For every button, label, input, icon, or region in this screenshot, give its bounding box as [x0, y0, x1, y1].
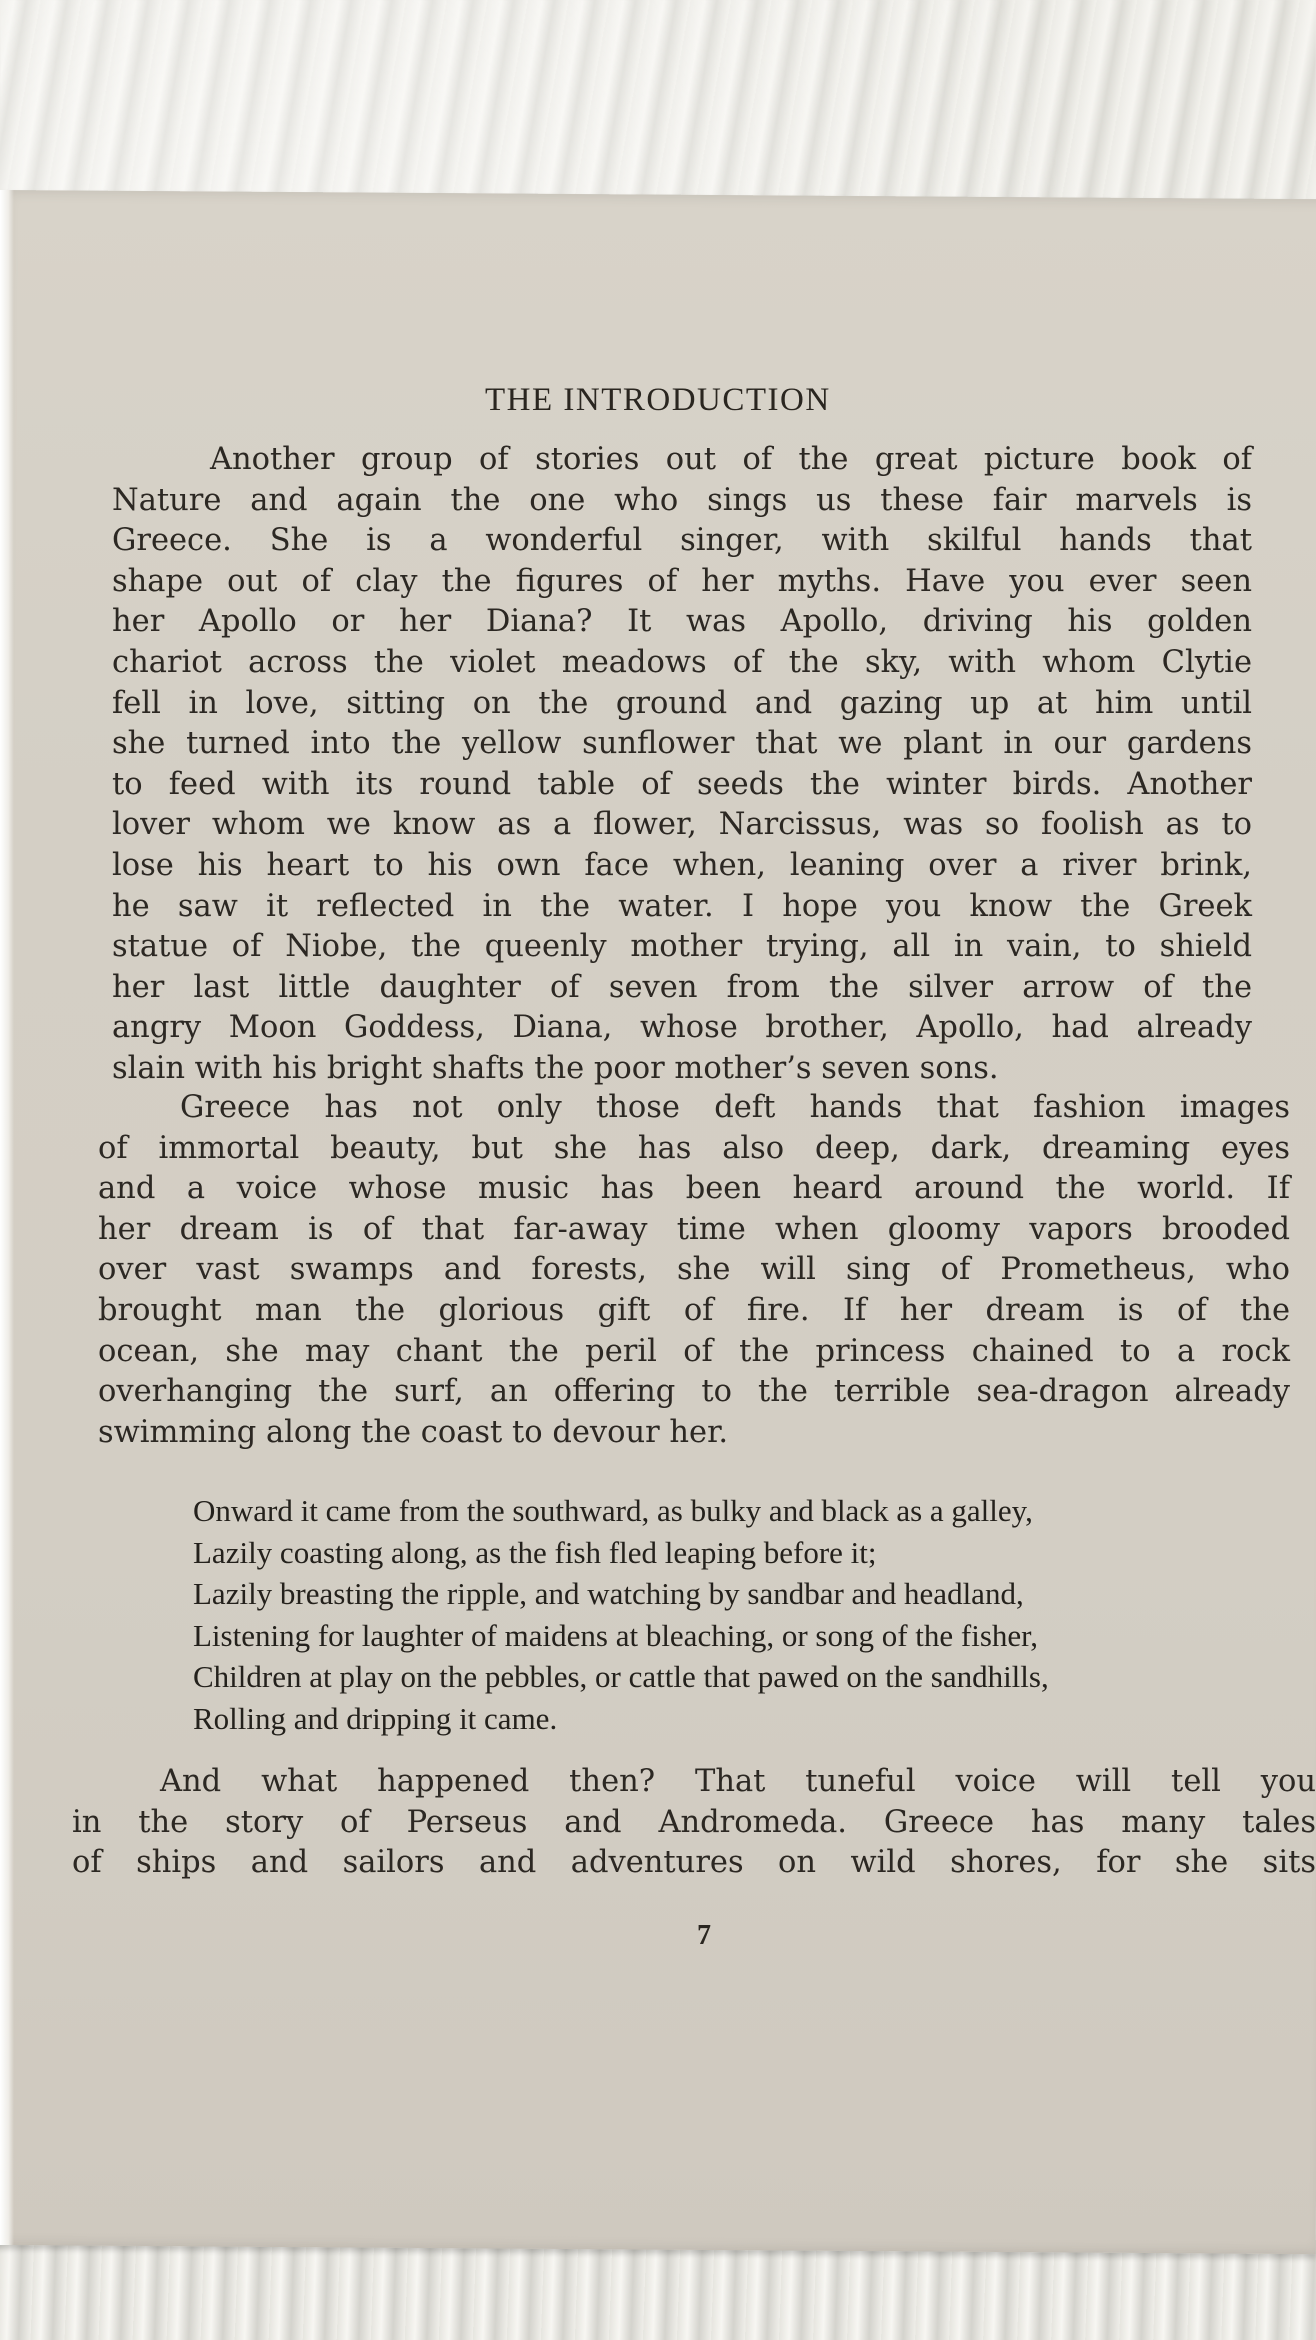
text-line: shape out of clay the figures of her myths. Have you ever seen: [112, 563, 1252, 599]
poem-line: Onward it came from the southward, as bulky and black as a galley,: [193, 1493, 1033, 1528]
text-line: statue of Niobe, the queenly mother trying, all in vain, to shield: [112, 929, 1252, 965]
poem-line: Rolling and dripping it came.: [193, 1700, 558, 1736]
poem-line: Children at play on the pebbles, or cattle that pawed on the sandhills,: [193, 1659, 1049, 1694]
text-line: Greece. She is a wonderful singer, with skilful hands that: [112, 523, 1252, 559]
text-line: to feed with its round table of seeds the winter birds. Another: [112, 766, 1252, 802]
text-line: she turned into the yellow sunflower that we plant in our gardens: [112, 726, 1252, 762]
text-line: over vast swamps and forests, she will sing of Prometheus, who: [98, 1252, 1290, 1288]
text-line: ocean, she may chant the peril of the princess chained to a rock: [98, 1333, 1290, 1369]
paragraph-1: [112, 440, 1252, 1090]
text-line: lose his heart to his own face when, leaning over a river brink,: [112, 847, 1252, 883]
text-line: And what happened then? That tuneful voice will tell you: [160, 1764, 1316, 1799]
chapter-title: THE INTRODUCTION: [485, 382, 831, 418]
text-line: overhanging the surf, an offering to the terrible sea-dragon already: [98, 1374, 1290, 1410]
text-line: Greece has not only those deft hands that fashion images: [180, 1090, 1290, 1125]
text-line: Nature and again the one who sings us these fair marvels is: [112, 482, 1252, 518]
poem-quote: [193, 1490, 1049, 1739]
text-line: her last little daughter of seven from the silver arrow of the: [112, 969, 1252, 1005]
paragraph-2: [98, 1088, 1290, 1453]
text-line: lover whom we know as a flower, Narcissus, was so foolish as to: [112, 807, 1252, 843]
fabric-background-bottom: [0, 2240, 1316, 2340]
text-line: he saw it reflected in the water. I hope you know the Greek: [112, 888, 1252, 924]
text-line: her Apollo or her Diana? It was Apollo, driving his golden: [112, 604, 1252, 640]
poem-line: Lazily coasting along, as the fish fled leaping before it;: [193, 1534, 877, 1570]
poem-line: Lazily breasting the ripple, and watching by sandbar and headland,: [193, 1576, 1024, 1611]
text-line: swimming along the coast to devour her.: [98, 1414, 729, 1450]
text-line: Another group of stories out of the great picture book of: [210, 442, 1252, 477]
page-number: 7: [697, 1920, 711, 1951]
text-line: and a voice whose music has been heard around the world. If: [98, 1171, 1290, 1207]
text-line: brought man the glorious gift of fire. If her dream is of the: [98, 1292, 1290, 1328]
text-line: angry Moon Goddess, Diana, whose brother, Apollo, had already: [112, 1010, 1252, 1046]
text-line: in the story of Perseus and Andromeda. Greece has many tales: [72, 1804, 1316, 1840]
text-line: slain with his bright shafts the poor mother’s seven sons.: [112, 1050, 999, 1086]
text-line: her dream is of that far-away time when gloomy vapors brooded: [98, 1211, 1290, 1247]
text-line: chariot across the violet meadows of the sky, with whom Clytie: [112, 644, 1252, 680]
text-line: of ships and sailors and adventures on wild shores, for she sits: [72, 1845, 1316, 1881]
text-line: of immortal beauty, but she has also deep, dark, dreaming eyes: [98, 1130, 1290, 1166]
poem-line: Listening for laughter of maidens at bleaching, or song of the fisher,: [193, 1617, 1038, 1653]
paragraph-3: [72, 1762, 1316, 1884]
text-line: fell in love, sitting on the ground and gazing up at him until: [112, 685, 1252, 721]
page-edge: [0, 190, 14, 2245]
